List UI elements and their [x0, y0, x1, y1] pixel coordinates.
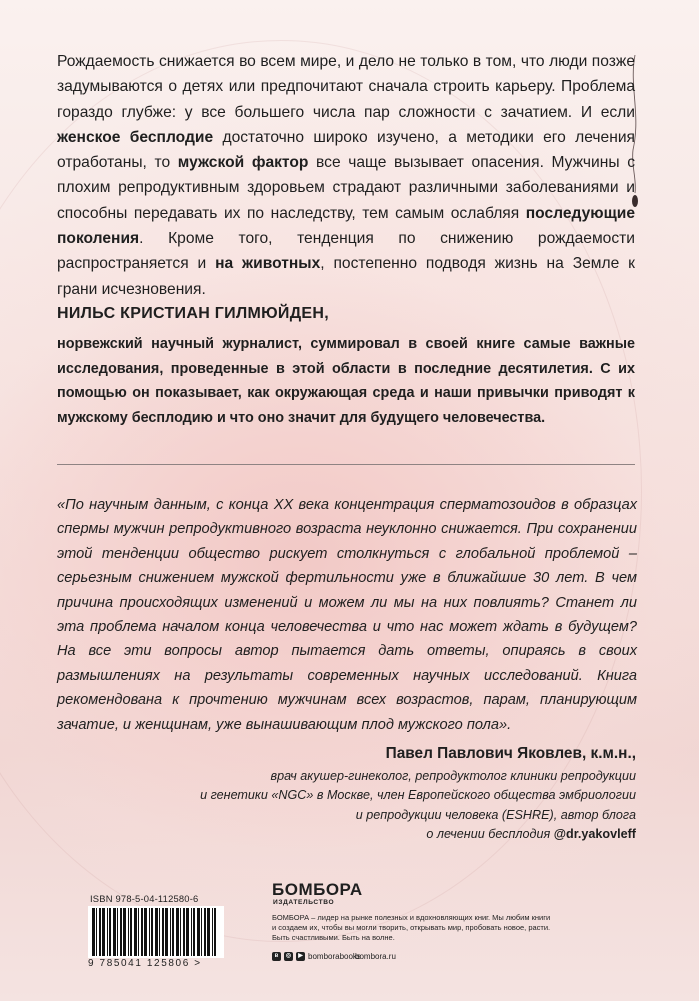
intro-emphasis: на животных [215, 255, 321, 273]
intro-paragraph [57, 49, 635, 302]
barcode-bar [201, 908, 202, 956]
barcode [88, 906, 224, 958]
barcode-bar [197, 908, 200, 956]
intro-emphasis: мужской фактор [177, 154, 309, 172]
barcode-bar [212, 908, 213, 956]
blog-handle: @dr.yakovleff [553, 826, 636, 841]
barcode-bar [99, 908, 101, 956]
barcode-bar [186, 908, 189, 956]
publisher-logo: БОМБОРА [272, 880, 363, 899]
intro-emphasis: женское бесплодие [57, 128, 214, 146]
isbn: ISBN 978-5-04-112580-6 [90, 893, 199, 904]
publisher-logo-subtitle: ИЗДАТЕЛЬСТВО [273, 899, 335, 906]
publisher-text: БОМБОРА – лидер на рынке полезных и вдохновляющих книг. Мы любим книги и создаем их, чтобы вы могли творить, открывать мир, пробовать новое, расти. Быть счастливыми. Быть на волне. [272, 913, 551, 942]
youtube-icon: ▶ [296, 952, 305, 961]
author-name: НИЛЬС КРИСТИАН ГИЛМЮЙДЕН, [57, 305, 329, 322]
divider [57, 464, 635, 465]
barcode-bar [193, 908, 195, 956]
barcode-bar [96, 908, 97, 956]
reviewer-line: о лечении бесплодия @dr.yakovleff [426, 826, 636, 841]
social-links [272, 952, 361, 961]
publisher-site: bombora.ru [355, 952, 396, 961]
barcode-bar [180, 908, 181, 956]
reviewer-line: и репродукции человека (ESHRE), автор блога [355, 807, 636, 822]
reviewer-line: и генетики «NGC» в Москве, член Европейского общества эмбриологии [200, 788, 636, 803]
intro-text: все чаще вызывает опасения. Мужчины с плохим репродуктивным здоровьем страдают различными заболеваниями и способны передавать их по наследству, тем самым ослабляя [57, 154, 635, 222]
intro-text: , постепенно подводя жизнь на Земле к грани исчезновения. [57, 255, 635, 298]
barcode-bar [107, 908, 108, 956]
barcode-bar [117, 908, 118, 956]
barcode-bar [141, 908, 143, 956]
intro-emphasis: последующие поколения [57, 204, 635, 248]
barcode-bar [207, 908, 210, 956]
barcode-bar [214, 908, 216, 956]
barcode-bar [191, 908, 192, 956]
barcode-bar [165, 908, 168, 956]
author-bio: норвежский научный журналист, суммировал в своей книге самые важные исследования, проведенные в этой области в последние десятилетия. С их помощью он показывает, как окружающая среда и наши привычки приводят к мужскому бесплодию и что оно значит для будущего человечества. [57, 336, 635, 426]
reviewer-name: Павел Павлович Яковлев, к.м.н., [385, 745, 636, 762]
barcode-bar [134, 908, 137, 956]
barcode-bar [183, 908, 185, 956]
review-quote: «По научным данным, с конца XX века концентрация сперматозоидов в образцах спермы мужчин репродуктивного возраста неуклонно снижается. При сохранении этой тенденции общество рискует столкнуться с глобальной проблемой – серьезным снижением мужской фертильности уже в ближайшие 30 лет. В чем причина происходящих изменений и можем ли мы на них повлиять? Станет ли эта проблема началом конца человечества и что нас может ждать в будущем? На все эти вопросы автор пытается дать ответы, опираясь в своих размышлениях на результаты современных научных исследований. Книга рекомендована к прочтению мужчинам всех возрастов, парам, планирующим зачатие, и женщинам, уже вынашивающим плод мужского пола». [57, 497, 637, 733]
barcode-bar [176, 908, 179, 956]
barcode-bar [113, 908, 116, 956]
barcode-bar [130, 908, 132, 956]
barcode-bar [149, 908, 150, 956]
barcode-bar [138, 908, 139, 956]
vk-icon: в [272, 952, 281, 961]
barcode-bar [144, 908, 147, 956]
barcode-bar [109, 908, 111, 956]
intro-text: . Кроме того, тенденция по снижению рождаемости распространяется и [57, 230, 635, 273]
barcode-bar [170, 908, 171, 956]
barcode-bar [123, 908, 126, 956]
barcode-bar [172, 908, 174, 956]
barcode-bar [102, 908, 105, 956]
barcode-bar [120, 908, 122, 956]
barcode-bar [151, 908, 153, 956]
barcode-bar [92, 908, 95, 956]
instagram-icon: ◎ [285, 953, 292, 959]
reviewer-line: врач акушер-гинеколог, репродуктолог клиники репродукции [270, 769, 636, 783]
barcode-bar [128, 908, 129, 956]
barcode-digits: 9 785041 125806 > [88, 958, 202, 969]
barcode-bar [204, 908, 206, 956]
intro-text: Рождаемость снижается во всем мире, и дело не только в том, что люди позже задумываются о детях или предпочитают сначала строить карьеру. Проблема гораздо глубже: у все большего числа пар сложности с зачатием. И если [57, 53, 635, 121]
barcode-bar [162, 908, 164, 956]
social-handle: bomborabooks [308, 952, 361, 961]
intro-text: достаточно широко изучено, а методики его лечения отработаны, то [57, 128, 635, 172]
reviewer-signature [200, 741, 636, 844]
barcode-bar [155, 908, 158, 956]
barcode-bar [159, 908, 160, 956]
